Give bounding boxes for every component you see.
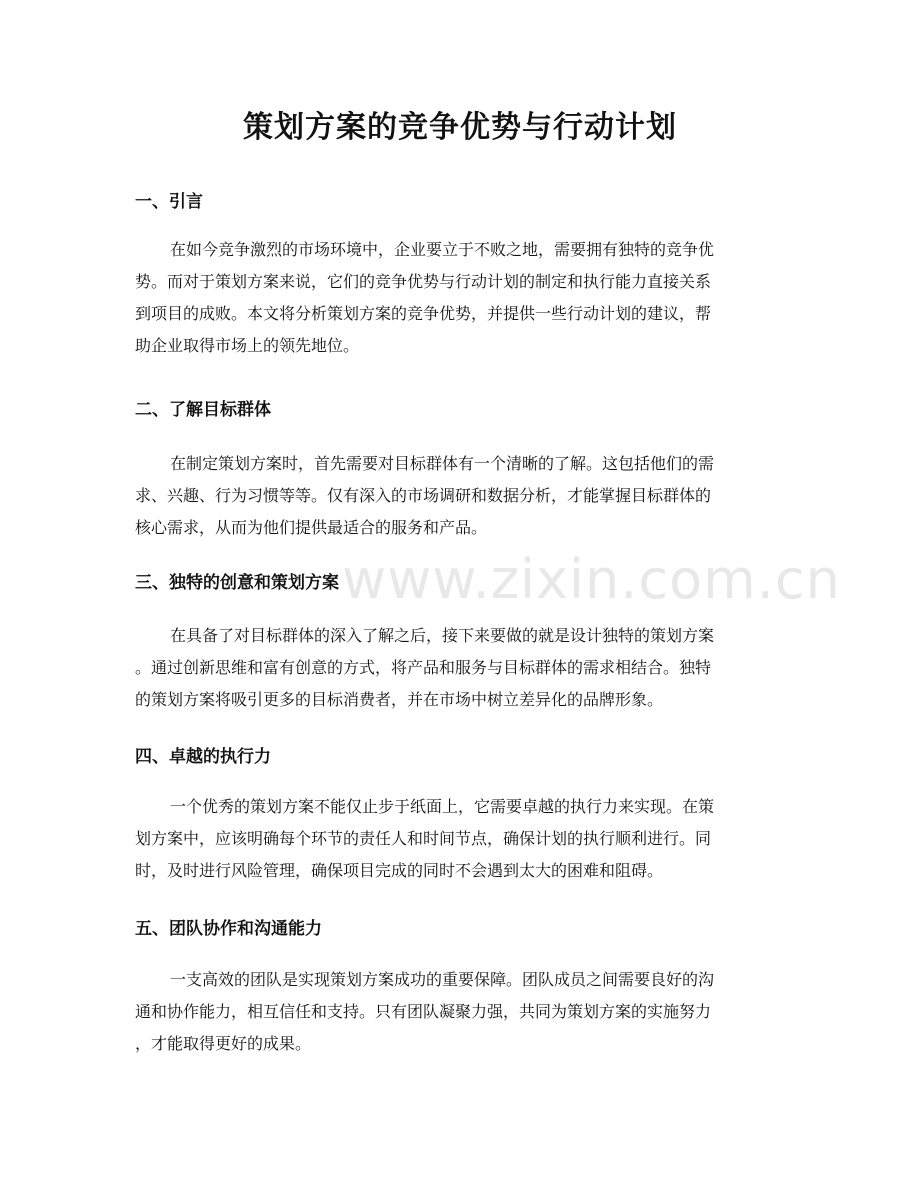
section-paragraph-execution [135,791,787,887]
page-title: 策划方案的竞争优势与行动计划 [243,110,677,145]
section-heading-target-audience: 二、了解目标群体 [135,400,271,420]
paragraph-line: 到项目的成败。本文将分析策划方案的竞争优势，并提供一些行动计划的建议，帮 [135,304,712,323]
paragraph-line: 一支高效的团队是实现策划方案成功的重要保障。团队成员之间需要良好的沟 [170,970,715,989]
paragraph-line: 通和协作能力，相互信任和支持。只有团队凝聚力强，共同为策划方案的实施努力 [135,1002,712,1021]
paragraph-line: 一个优秀的策划方案不能仅止步于纸面上，它需要卓越的执行力来实现。在策 [170,797,715,816]
paragraph-line: 在制定策划方案时，首先需要对目标群体有一个清晰的了解。这包括他们的需 [170,454,715,473]
section-heading-creative-plan: 三、独特的创意和策划方案 [135,573,339,593]
paragraph-line: 助企业取得市场上的领先地位。 [135,336,360,355]
section-paragraph-creative-plan [135,620,787,716]
paragraph-line: 在如今竞争激烈的市场环境中，企业要立于不败之地，需要拥有独特的竞争优 [170,240,715,259]
paragraph-line: 势。而对于策划方案来说，它们的竞争优势与行动计划的制定和执行能力直接关系 [135,272,712,291]
paragraph-line: 划方案中，应该明确每个环节的责任人和时间节点，确保计划的执行顺利进行。同 [135,829,712,848]
section-heading-teamwork: 五、团队协作和沟通能力 [135,919,322,939]
paragraph-line: 在具备了对目标群体的深入了解之后，接下来要做的就是设计独特的策划方案 [170,626,715,645]
section-paragraph-teamwork [135,964,787,1060]
section-paragraph-introduction [135,234,787,362]
paragraph-line: ，才能取得更好的成果。 [135,1034,312,1053]
paragraph-line: 核心需求，从而为他们提供最适合的服务和产品。 [135,518,488,537]
section-heading-execution: 四、卓越的执行力 [135,747,271,767]
section-heading-introduction: 一、引言 [135,192,203,212]
paragraph-line: 。通过创新思维和富有创意的方式，将产品和服务与目标群体的需求相结合。独特 [135,658,712,677]
section-paragraph-target-audience [135,448,787,544]
paragraph-line: 时，及时进行风险管理，确保项目完成的同时不会遇到太大的困难和阻碍。 [135,861,664,880]
paragraph-line: 的策划方案将吸引更多的目标消费者，并在市场中树立差异化的品牌形象。 [135,690,664,709]
paragraph-line: 求、兴趣、行为习惯等等。仅有深入的市场调研和数据分析，才能掌握目标群体的 [135,486,712,505]
watermark: www.zixin.com.cn [342,548,841,611]
